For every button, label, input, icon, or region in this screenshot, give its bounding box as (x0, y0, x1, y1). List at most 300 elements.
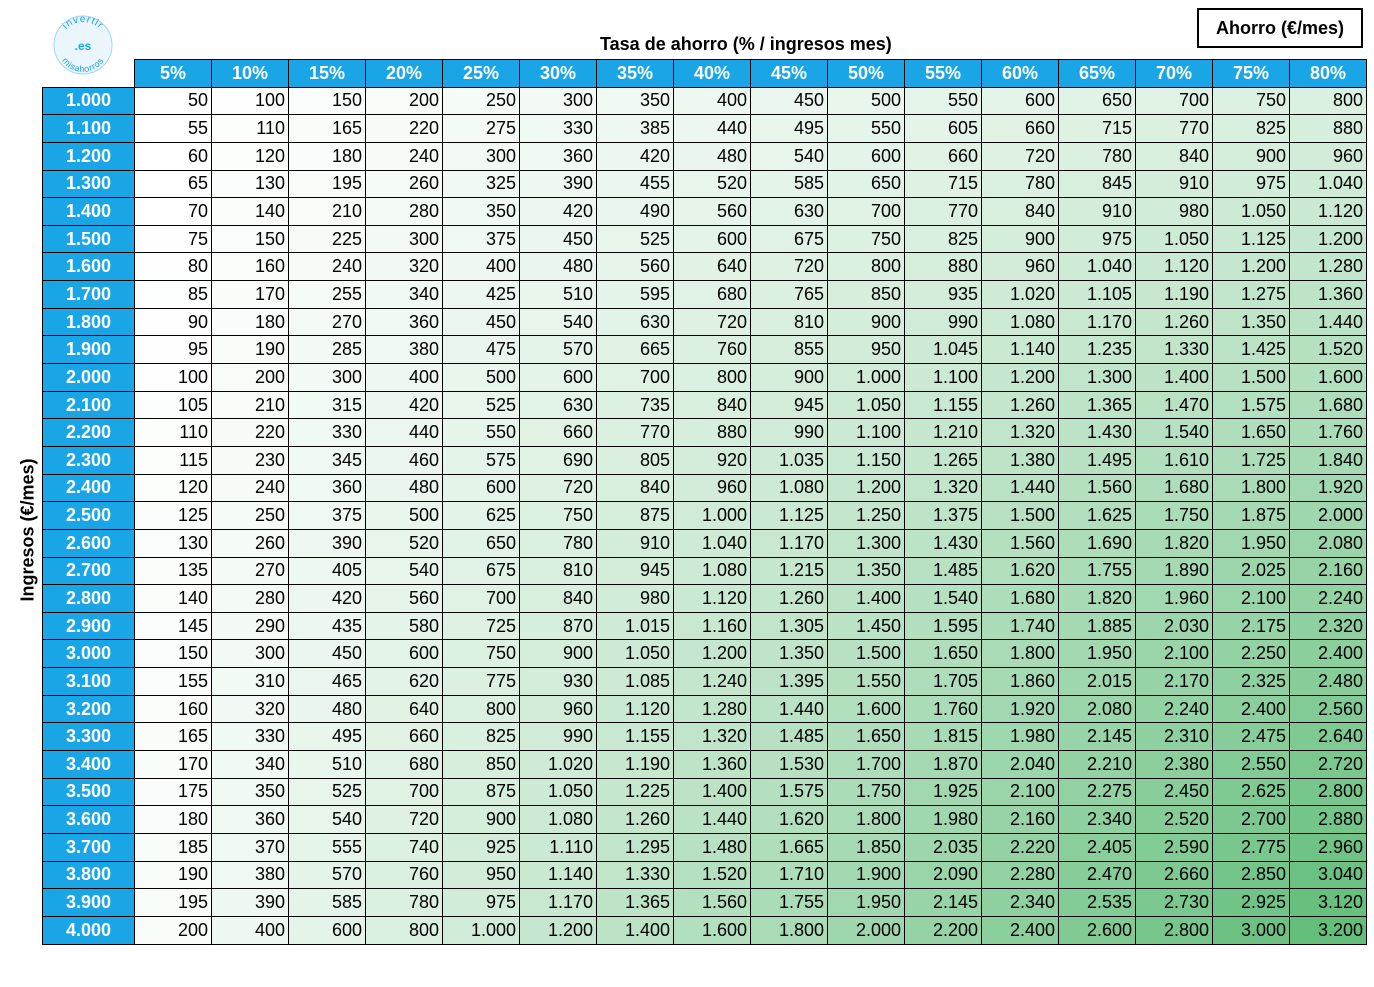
heatmap-cell: 665 (597, 336, 674, 364)
heatmap-cell: 2.100 (1213, 585, 1290, 613)
heatmap-cell: 1.485 (751, 723, 828, 751)
heatmap-cell: 340 (212, 751, 289, 779)
heatmap-cell: 450 (520, 225, 597, 253)
heatmap-cell: 60 (135, 142, 212, 170)
heatmap-cell: 435 (289, 612, 366, 640)
heatmap-cell: 2.640 (1290, 723, 1367, 751)
heatmap-cell: 1.595 (905, 612, 982, 640)
heatmap-cell: 480 (289, 695, 366, 723)
table-row (43, 474, 1367, 502)
heatmap-cell: 1.705 (905, 668, 982, 696)
heatmap-cell: 240 (366, 142, 443, 170)
heatmap-cell: 1.215 (751, 557, 828, 585)
heatmap-cell: 455 (597, 170, 674, 198)
heatmap-cell: 1.200 (674, 640, 751, 668)
heatmap-cell: 220 (212, 419, 289, 447)
heatmap-cell: 800 (1290, 87, 1367, 115)
heatmap-cell: 1.395 (751, 668, 828, 696)
heatmap-cell: 1.040 (1059, 253, 1136, 281)
heatmap-cell: 300 (289, 364, 366, 392)
heatmap-cell: 1.760 (1290, 419, 1367, 447)
column-header: 35% (597, 60, 674, 88)
heatmap-cell: 900 (520, 640, 597, 668)
heatmap-cell: 840 (520, 585, 597, 613)
heatmap-cell: 1.920 (982, 695, 1059, 723)
heatmap-cell: 50 (135, 87, 212, 115)
heatmap-cell: 2.080 (1059, 695, 1136, 723)
table-row (43, 778, 1367, 806)
row-header: 3.900 (43, 889, 135, 917)
heatmap-cell: 360 (212, 806, 289, 834)
heatmap-cell: 300 (212, 640, 289, 668)
heatmap-cell: 370 (212, 833, 289, 861)
heatmap-cell: 2.450 (1136, 778, 1213, 806)
row-header: 2.600 (43, 529, 135, 557)
heatmap-cell: 805 (597, 446, 674, 474)
heatmap-cell: 700 (366, 778, 443, 806)
heatmap-cell: 1.950 (1059, 640, 1136, 668)
heatmap-cell: 2.080 (1290, 529, 1367, 557)
heatmap-cell: 1.080 (674, 557, 751, 585)
heatmap-cell: 700 (443, 585, 520, 613)
table-row (43, 695, 1367, 723)
heatmap-cell: 1.680 (1136, 474, 1213, 502)
heatmap-cell: 165 (289, 115, 366, 143)
heatmap-cell: 180 (212, 308, 289, 336)
heatmap-cell: 275 (443, 115, 520, 143)
heatmap-cell: 340 (366, 281, 443, 309)
table-row (43, 308, 1367, 336)
heatmap-cell: 1.560 (674, 889, 751, 917)
heatmap-cell: 2.275 (1059, 778, 1136, 806)
heatmap-cell: 115 (135, 446, 212, 474)
row-header: 1.400 (43, 198, 135, 226)
heatmap-cell: 1.650 (828, 723, 905, 751)
table-row (43, 446, 1367, 474)
heatmap-cell: 1.100 (828, 419, 905, 447)
heatmap-cell: 1.680 (1290, 391, 1367, 419)
heatmap-cell: 800 (366, 916, 443, 944)
heatmap-cell: 1.925 (905, 778, 982, 806)
row-header: 1.300 (43, 170, 135, 198)
heatmap-cell: 1.125 (751, 502, 828, 530)
heatmap-cell: 1.105 (1059, 281, 1136, 309)
heatmap-cell: 1.600 (1290, 364, 1367, 392)
heatmap-cell: 1.755 (751, 889, 828, 917)
heatmap-cell: 960 (520, 695, 597, 723)
heatmap-cell: 1.330 (597, 861, 674, 889)
heatmap-cell: 2.000 (828, 916, 905, 944)
heatmap-cell: 70 (135, 198, 212, 226)
heatmap-cell: 570 (520, 336, 597, 364)
column-header-row (43, 60, 1367, 88)
heatmap-cell: 1.225 (597, 778, 674, 806)
heatmap-cell: 260 (366, 170, 443, 198)
heatmap-cell: 160 (212, 253, 289, 281)
heatmap-cell: 680 (366, 751, 443, 779)
heatmap-cell: 2.090 (905, 861, 982, 889)
heatmap-cell: 390 (520, 170, 597, 198)
heatmap-cell: 1.050 (597, 640, 674, 668)
table-row (43, 861, 1367, 889)
row-header: 2.900 (43, 612, 135, 640)
heatmap-cell: 1.620 (751, 806, 828, 834)
heatmap-cell: 3.120 (1290, 889, 1367, 917)
heatmap-cell: 850 (443, 751, 520, 779)
row-header: 3.500 (43, 778, 135, 806)
row-axis-title: Ingresos (€/mes) (17, 458, 38, 602)
row-header: 3.200 (43, 695, 135, 723)
heatmap-cell: 1.520 (674, 861, 751, 889)
heatmap-cell: 220 (366, 115, 443, 143)
heatmap-cell: 780 (366, 889, 443, 917)
heatmap-cell: 720 (982, 142, 1059, 170)
heatmap-cell: 585 (751, 170, 828, 198)
heatmap-cell: 280 (366, 198, 443, 226)
heatmap-cell: 2.100 (1136, 640, 1213, 668)
heatmap-cell: 800 (443, 695, 520, 723)
row-header: 2.500 (43, 502, 135, 530)
heatmap-cell: 725 (443, 612, 520, 640)
table-row (43, 336, 1367, 364)
heatmap-cell: 625 (443, 502, 520, 530)
heatmap-cell: 780 (520, 529, 597, 557)
heatmap-cell: 1.400 (674, 778, 751, 806)
table-row (43, 170, 1367, 198)
row-header: 1.900 (43, 336, 135, 364)
heatmap-cell: 425 (443, 281, 520, 309)
heatmap-cell: 375 (443, 225, 520, 253)
heatmap-cell: 1.190 (597, 751, 674, 779)
heatmap-cell: 2.400 (982, 916, 1059, 944)
heatmap-cell: 195 (289, 170, 366, 198)
heatmap-cell: 1.190 (1136, 281, 1213, 309)
heatmap-cell: 700 (1136, 87, 1213, 115)
heatmap-cell: 2.000 (1290, 502, 1367, 530)
heatmap-cell: 420 (597, 142, 674, 170)
heatmap-cell: 1.120 (597, 695, 674, 723)
heatmap-cell: 510 (520, 281, 597, 309)
heatmap-cell: 870 (520, 612, 597, 640)
heatmap-cell: 500 (828, 87, 905, 115)
heatmap-cell: 345 (289, 446, 366, 474)
heatmap-cell: 550 (905, 87, 982, 115)
heatmap-cell: 2.400 (1213, 695, 1290, 723)
heatmap-cell: 360 (289, 474, 366, 502)
heatmap-cell: 1.330 (1136, 336, 1213, 364)
heatmap-cell: 475 (443, 336, 520, 364)
row-header: 3.300 (43, 723, 135, 751)
heatmap-cell: 845 (1059, 170, 1136, 198)
heatmap-cell: 1.800 (982, 640, 1059, 668)
heatmap-cell: 1.430 (905, 529, 982, 557)
heatmap-cell: 2.960 (1290, 833, 1367, 861)
heatmap-cell: 180 (289, 142, 366, 170)
row-header: 1.200 (43, 142, 135, 170)
heatmap-cell: 160 (135, 695, 212, 723)
heatmap-cell: 3.000 (1213, 916, 1290, 944)
heatmap-cell: 1.140 (520, 861, 597, 889)
heatmap-cell: 1.870 (905, 751, 982, 779)
heatmap-cell: 1.540 (1136, 419, 1213, 447)
heatmap-cell: 330 (520, 115, 597, 143)
heatmap-cell: 770 (905, 198, 982, 226)
heatmap-cell: 975 (1213, 170, 1290, 198)
heatmap-cell: 1.710 (751, 861, 828, 889)
heatmap-cell: 135 (135, 557, 212, 585)
heatmap-cell: 125 (135, 502, 212, 530)
row-header: 1.100 (43, 115, 135, 143)
heatmap-cell: 880 (674, 419, 751, 447)
heatmap-cell: 140 (135, 585, 212, 613)
heatmap-cell: 350 (443, 198, 520, 226)
heatmap-cell: 1.440 (982, 474, 1059, 502)
heatmap-cell: 440 (366, 419, 443, 447)
heatmap-cell: 760 (366, 861, 443, 889)
heatmap-cell: 2.160 (1290, 557, 1367, 585)
heatmap-cell: 460 (366, 446, 443, 474)
table-row (43, 225, 1367, 253)
heatmap-cell: 1.155 (905, 391, 982, 419)
heatmap-cell: 1.035 (751, 446, 828, 474)
heatmap-cell: 1.170 (751, 529, 828, 557)
heatmap-cell: 770 (597, 419, 674, 447)
heatmap-cell: 210 (212, 391, 289, 419)
heatmap-cell: 980 (597, 585, 674, 613)
heatmap-cell: 1.740 (982, 612, 1059, 640)
heatmap-cell: 85 (135, 281, 212, 309)
heatmap-cell: 575 (443, 446, 520, 474)
heatmap-cell: 600 (443, 474, 520, 502)
heatmap-cell: 420 (366, 391, 443, 419)
heatmap-cell: 1.840 (1290, 446, 1367, 474)
heatmap-cell: 230 (212, 446, 289, 474)
heatmap-cell: 920 (674, 446, 751, 474)
heatmap-cell: 385 (597, 115, 674, 143)
heatmap-cell: 110 (212, 115, 289, 143)
heatmap-cell: 1.040 (1290, 170, 1367, 198)
heatmap-cell: 1.120 (674, 585, 751, 613)
heatmap-cell: 80 (135, 253, 212, 281)
heatmap-cell: 325 (443, 170, 520, 198)
heatmap-cell: 1.360 (674, 751, 751, 779)
heatmap-cell: 700 (597, 364, 674, 392)
heatmap-cell: 120 (135, 474, 212, 502)
heatmap-cell: 660 (905, 142, 982, 170)
row-header: 3.800 (43, 861, 135, 889)
heatmap-cell: 2.380 (1136, 751, 1213, 779)
heatmap-cell: 2.405 (1059, 833, 1136, 861)
heatmap-cell: 910 (1059, 198, 1136, 226)
heatmap-cell: 310 (212, 668, 289, 696)
heatmap-cell: 840 (674, 391, 751, 419)
heatmap-cell: 1.015 (597, 612, 674, 640)
heatmap-cell: 165 (135, 723, 212, 751)
heatmap-cell: 2.800 (1136, 916, 1213, 944)
row-header: 2.100 (43, 391, 135, 419)
heatmap-cell: 150 (212, 225, 289, 253)
heatmap-cell: 1.980 (905, 806, 982, 834)
heatmap-cell: 270 (289, 308, 366, 336)
heatmap-cell: 1.120 (1136, 253, 1213, 281)
heatmap-cell: 1.350 (751, 640, 828, 668)
heatmap-cell: 520 (366, 529, 443, 557)
heatmap-cell: 825 (443, 723, 520, 751)
heatmap-cell: 320 (212, 695, 289, 723)
heatmap-cell: 650 (443, 529, 520, 557)
column-header: 55% (905, 60, 982, 88)
heatmap-cell: 2.160 (982, 806, 1059, 834)
heatmap-cell: 1.120 (1290, 198, 1367, 226)
heatmap-cell: 1.280 (1290, 253, 1367, 281)
heatmap-cell: 825 (905, 225, 982, 253)
heatmap-cell: 2.625 (1213, 778, 1290, 806)
column-header: 45% (751, 60, 828, 88)
heatmap-cell: 1.575 (751, 778, 828, 806)
heatmap-cell: 1.000 (443, 916, 520, 944)
table-row (43, 723, 1367, 751)
heatmap-cell: 255 (289, 281, 366, 309)
heatmap-cell: 1.210 (905, 419, 982, 447)
logo-text-top: invertir (60, 14, 106, 32)
table-row (43, 557, 1367, 585)
heatmap-cell: 740 (366, 833, 443, 861)
heatmap-cell: 605 (905, 115, 982, 143)
heatmap-cell: 1.260 (982, 391, 1059, 419)
heatmap-cell: 95 (135, 336, 212, 364)
column-header: 50% (828, 60, 905, 88)
heatmap-cell: 2.015 (1059, 668, 1136, 696)
heatmap-cell: 780 (1059, 142, 1136, 170)
heatmap-cell: 2.035 (905, 833, 982, 861)
heatmap-cell: 400 (212, 916, 289, 944)
heatmap-cell: 2.560 (1290, 695, 1367, 723)
heatmap-cell: 975 (443, 889, 520, 917)
heatmap-cell: 540 (289, 806, 366, 834)
heatmap-cell: 1.080 (520, 806, 597, 834)
heatmap-cell: 2.800 (1290, 778, 1367, 806)
heatmap-cell: 1.540 (905, 585, 982, 613)
heatmap-cell: 1.125 (1213, 225, 1290, 253)
row-header: 4.000 (43, 916, 135, 944)
heatmap-cell: 2.600 (1059, 916, 1136, 944)
heatmap-cell: 770 (1136, 115, 1213, 143)
heatmap-cell: 330 (289, 419, 366, 447)
logo-text-bottom: misahorros (60, 55, 106, 75)
row-header: 3.600 (43, 806, 135, 834)
heatmap-cell: 1.150 (828, 446, 905, 474)
heatmap-cell: 580 (366, 612, 443, 640)
heatmap-cell: 300 (520, 87, 597, 115)
heatmap-cell: 990 (520, 723, 597, 751)
table-row (43, 585, 1367, 613)
heatmap-cell: 1.400 (828, 585, 905, 613)
heatmap-cell: 250 (443, 87, 520, 115)
heatmap-cell: 2.170 (1136, 668, 1213, 696)
heatmap-cell: 270 (212, 557, 289, 585)
heatmap-cell: 1.755 (1059, 557, 1136, 585)
heatmap-cell: 1.500 (828, 640, 905, 668)
heatmap-cell: 1.680 (982, 585, 1059, 613)
heatmap-cell: 2.240 (1136, 695, 1213, 723)
heatmap-cell: 90 (135, 308, 212, 336)
heatmap-cell: 875 (443, 778, 520, 806)
heatmap-cell: 900 (443, 806, 520, 834)
heatmap-cell: 480 (366, 474, 443, 502)
heatmap-cell: 525 (597, 225, 674, 253)
heatmap-cell: 400 (366, 364, 443, 392)
table-body (43, 87, 1367, 944)
heatmap-cell: 2.240 (1290, 585, 1367, 613)
heatmap-cell: 780 (982, 170, 1059, 198)
heatmap-cell: 1.360 (1290, 281, 1367, 309)
table-row (43, 391, 1367, 419)
heatmap-cell: 55 (135, 115, 212, 143)
heatmap-cell: 880 (1290, 115, 1367, 143)
heatmap-cell: 2.100 (982, 778, 1059, 806)
heatmap-cell: 840 (1136, 142, 1213, 170)
heatmap-cell: 600 (289, 916, 366, 944)
heatmap-cell: 840 (982, 198, 1059, 226)
heatmap-cell: 810 (751, 308, 828, 336)
heatmap-cell: 440 (674, 115, 751, 143)
column-header: 70% (1136, 60, 1213, 88)
heatmap-cell: 1.320 (674, 723, 751, 751)
heatmap-cell: 1.300 (828, 529, 905, 557)
heatmap-cell: 630 (751, 198, 828, 226)
heatmap-cell: 1.350 (828, 557, 905, 585)
heatmap-cell: 170 (212, 281, 289, 309)
table-row (43, 253, 1367, 281)
heatmap-cell: 180 (135, 806, 212, 834)
heatmap-cell: 570 (289, 861, 366, 889)
row-header: 2.800 (43, 585, 135, 613)
heatmap-cell: 2.470 (1059, 861, 1136, 889)
heatmap-cell: 1.430 (1059, 419, 1136, 447)
heatmap-cell: 560 (597, 253, 674, 281)
heatmap-cell: 1.815 (905, 723, 982, 751)
row-header: 1.600 (43, 253, 135, 281)
heatmap-cell: 1.750 (828, 778, 905, 806)
heatmap-cell: 3.040 (1290, 861, 1367, 889)
column-header: 30% (520, 60, 597, 88)
heatmap-cell: 2.310 (1136, 723, 1213, 751)
heatmap-cell: 420 (289, 585, 366, 613)
heatmap-cell: 1.200 (828, 474, 905, 502)
heatmap-cell: 960 (1290, 142, 1367, 170)
heatmap-cell: 360 (366, 308, 443, 336)
heatmap-cell: 1.480 (674, 833, 751, 861)
heatmap-cell: 480 (674, 142, 751, 170)
heatmap-cell: 380 (366, 336, 443, 364)
heatmap-cell: 1.575 (1213, 391, 1290, 419)
column-header: 10% (212, 60, 289, 88)
heatmap-cell: 1.725 (1213, 446, 1290, 474)
heatmap-cell: 510 (289, 751, 366, 779)
heatmap-cell: 1.380 (982, 446, 1059, 474)
heatmap-cell: 190 (135, 861, 212, 889)
heatmap-cell: 1.295 (597, 833, 674, 861)
heatmap-cell: 840 (597, 474, 674, 502)
heatmap-cell: 360 (520, 142, 597, 170)
heatmap-cell: 1.800 (828, 806, 905, 834)
heatmap-cell: 150 (135, 640, 212, 668)
heatmap-cell: 2.520 (1136, 806, 1213, 834)
heatmap-cell: 1.950 (828, 889, 905, 917)
heatmap-cell: 1.450 (828, 612, 905, 640)
heatmap-cell: 320 (366, 253, 443, 281)
table-row (43, 419, 1367, 447)
